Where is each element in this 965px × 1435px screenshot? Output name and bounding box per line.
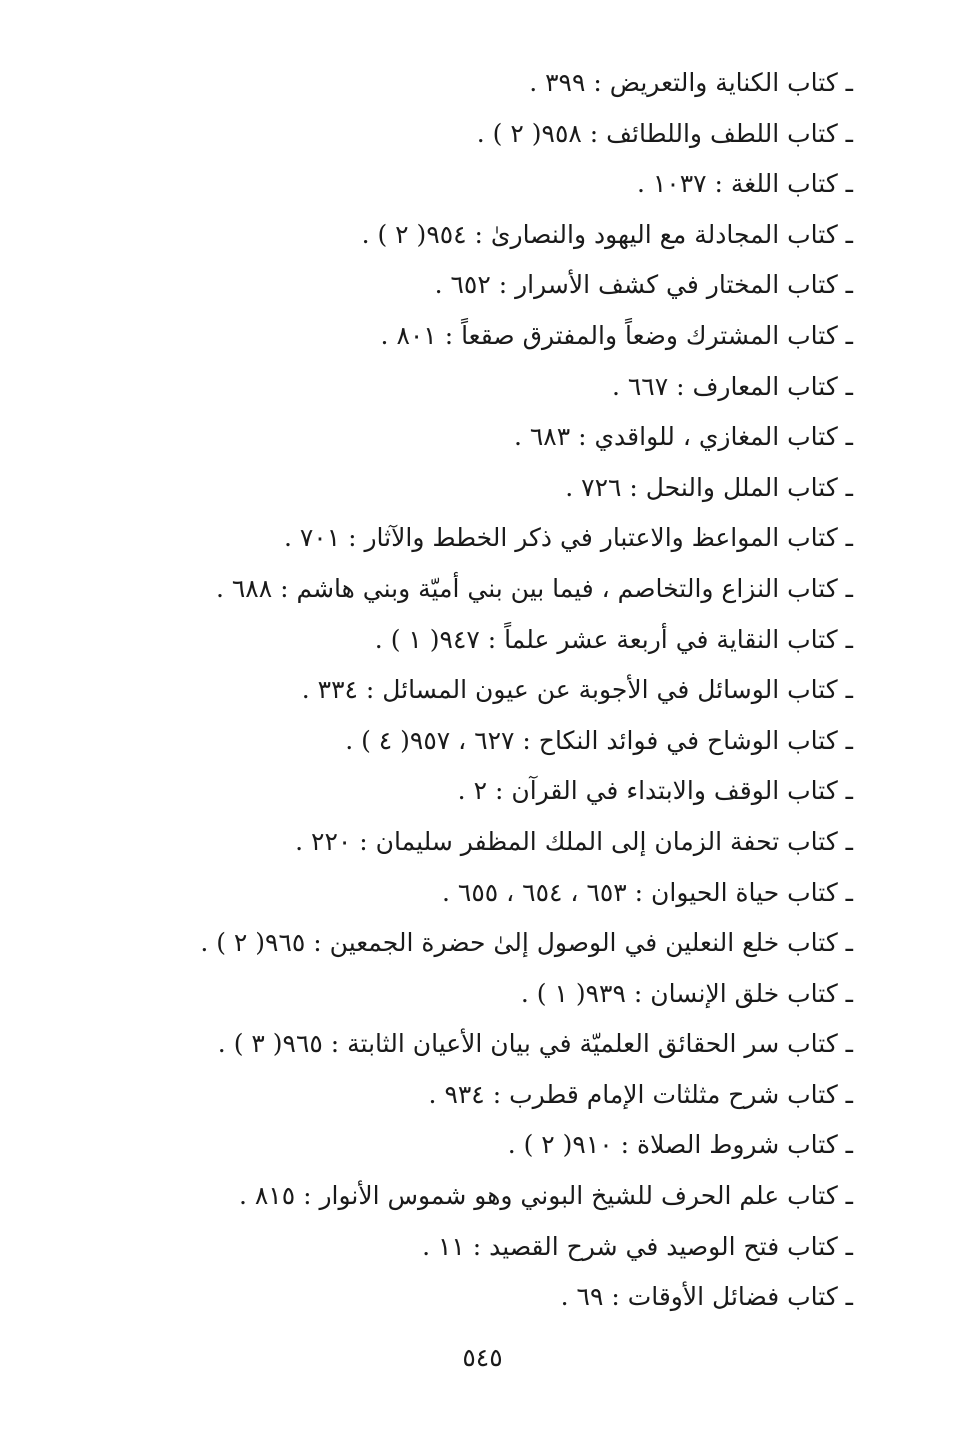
index-entry: ـ كتاب علم الحرف للشيخ البوني وهو شموس الأنوار : ٨١٥ . <box>238 1181 853 1211</box>
index-entry: ـ كتاب فضائل الأوقات : ٦٩ . <box>560 1282 853 1312</box>
index-entry: ـ كتاب المواعظ والاعتبار في ذكر الخطط والآثار : ٧٠١ . <box>283 523 853 553</box>
index-entry: ـ كتاب المغازي ، للواقدي : ٦٨٣ . <box>513 422 853 452</box>
index-entry: ـ كتاب الوسائل في الأجوبة عن عيون المسائل : ٣٣٤ . <box>301 675 853 705</box>
index-list <box>53 58 853 1323</box>
page-number: ٥٤٥ <box>462 1343 503 1372</box>
index-entry: ـ كتاب المجادلة مع اليهود والنصارىٰ : ٩٥٤( ٢ ) . <box>361 219 853 249</box>
index-entry: ـ كتاب الكناية والتعريض : ٣٩٩ . <box>529 68 853 97</box>
index-entry: ـ كتاب شرح مثلثات الإمام قطرب : ٩٣٤ . <box>428 1079 853 1109</box>
index-entry: ـ كتاب اللطف واللطائف : ٩٥٨( ٢ ) . <box>476 118 853 148</box>
index-entry: ـ كتاب خلق الإنسان : ٩٣٩( ١ ) . <box>520 978 853 1008</box>
index-entry: ـ كتاب شروط الصلاة : ٩١٠( ٢ ) . <box>507 1130 853 1160</box>
index-entry: ـ كتاب سر الحقائق العلميّة في بيان الأعيان الثابتة : ٩٦٥( ٣ ) . <box>217 1029 853 1059</box>
index-entry: ـ كتاب النقاية في أربعة عشر علماً : ٩٤٧( ١ ) . <box>374 624 853 654</box>
index-entry: ـ كتاب الوشاح في فوائد النكاح : ٦٢٧ ، ٩٥٧( ٤ ) . <box>345 725 853 755</box>
index-entry: ـ كتاب خلع النعلين في الوصول إلىٰ حضرة الجمعين : ٩٦٥( ٢ ) . <box>200 928 853 958</box>
index-entry: ـ كتاب تحفة الزمان إلى الملك المظفر سليمان : ٢٢٠ . <box>295 826 853 856</box>
index-entry: ـ كتاب النزاع والتخاصم ، فيما بين بني أميّة وبني هاشم : ٦٨٨ . <box>215 573 853 603</box>
index-entry: ـ كتاب الملل والنحل : ٧٢٦ . <box>565 472 853 502</box>
index-entry: ـ كتاب فتح الوصيد في شرح القصيد : ١١ . <box>422 1231 853 1261</box>
index-entry: ـ كتاب المختار في كشف الأسرار : ٦٥٢ . <box>434 270 853 300</box>
index-entry: ـ كتاب المعارف : ٦٦٧ . <box>611 371 853 401</box>
index-entry: ـ كتاب حياة الحيوان : ٦٥٣ ، ٦٥٤ ، ٦٥٥ . <box>442 877 853 907</box>
index-entry: ـ كتاب الوقف والابتداء في القرآن : ٢ . <box>457 776 853 806</box>
index-entry: ـ كتاب المشترك وضعاً والمفترق صقعاً : ٨٠١ . <box>380 320 853 350</box>
index-entry: ـ كتاب اللغة : ١٠٣٧ . <box>636 169 853 199</box>
